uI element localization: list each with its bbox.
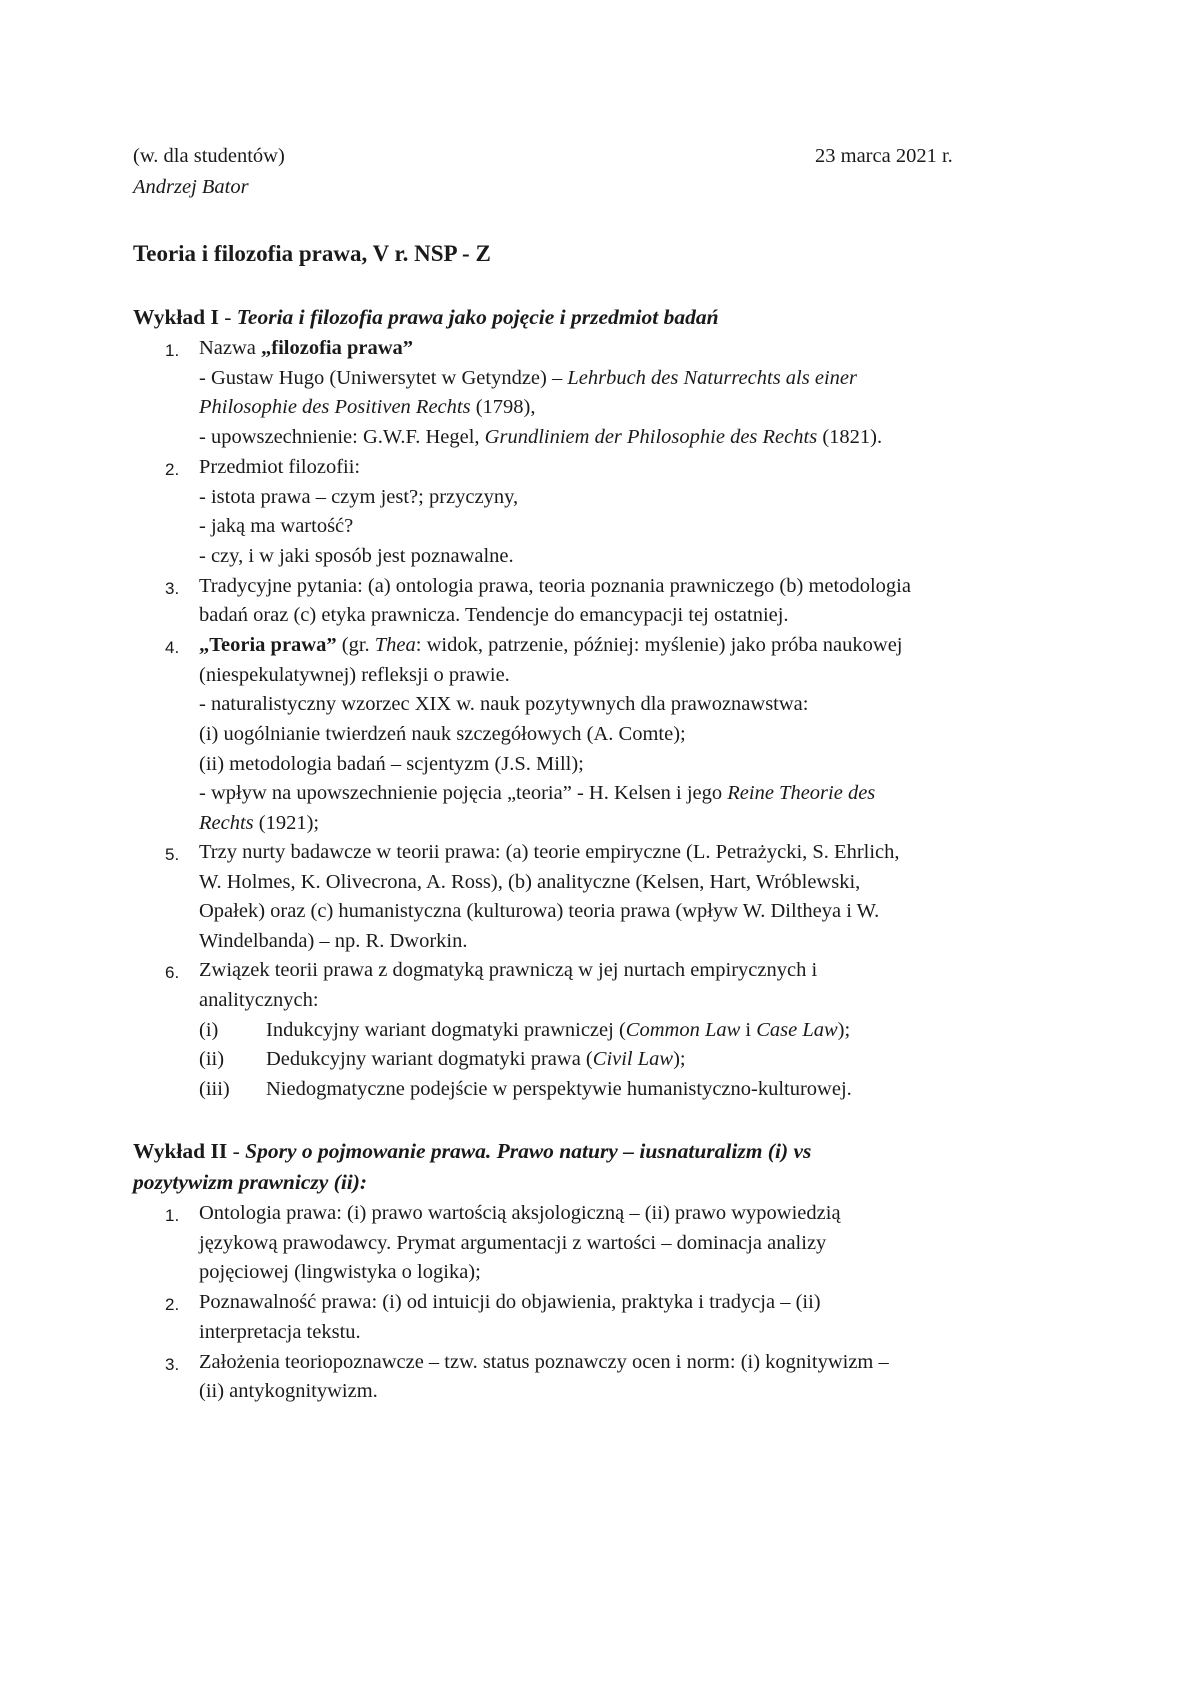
list-item-line — [199, 368, 857, 389]
list-item-line: Poznawalność prawa: (i) od intuicji do objawienia, praktyka i tradycja – (ii) — [199, 1291, 821, 1313]
list-item-line — [199, 427, 882, 448]
text-run-italic: Case Law — [756, 1019, 838, 1041]
list-item-line — [199, 338, 413, 359]
list-item-line: - naturalistyczny wzorzec XIX w. nauk pozytywnych dla prawoznawstwa: — [199, 693, 809, 715]
book-title: Reine Theorie des — [727, 782, 876, 804]
book-title: Philosophie des Positiven Rechts — [199, 396, 471, 418]
list-item-line: - istota prawa – czym jest?; przyczyny, — [199, 486, 519, 508]
list-number: 3. — [165, 1355, 180, 1374]
list-item-line: Założenia teoriopoznawcze – tzw. status poznawczy ocen i norm: (i) kognitywizm – — [199, 1351, 889, 1373]
book-title: Rechts — [199, 812, 254, 834]
lecture-2-topic: Spory o pojmowanie prawa. Prawo natury – iusnaturalizm (i) vs — [245, 1139, 812, 1163]
list-item-line: W. Holmes, K. Olivecrona, A. Ross), (b) analityczne (Kelsen, Hart, Wróblewski, — [199, 871, 861, 893]
text-run: (1798), — [470, 396, 536, 418]
text-run: - upowszechnienie: G.W.F. Hegel, — [199, 426, 485, 448]
list-number: 2. — [165, 1295, 180, 1314]
text-run: (1821). — [817, 426, 883, 448]
text-run: i — [740, 1019, 757, 1041]
text-run: ); — [673, 1048, 686, 1070]
sub-list-number: (i) — [199, 1019, 219, 1041]
text-run: : widok, patrzenie, później: myślenie) jako próba naukowej — [415, 634, 903, 656]
list-item-line: Ontologia prawa: (i) prawo wartością aksjologiczną – (ii) prawo wypowiedzią — [199, 1202, 841, 1224]
text-run: - Gustaw Hugo (Uniwersytet w Getyndze) – — [199, 367, 568, 389]
sub-list-item — [266, 1020, 850, 1041]
text-run-bold: „filozofia prawa” — [261, 337, 414, 359]
list-item-line: analitycznych: — [199, 989, 319, 1011]
list-number: 3. — [165, 579, 180, 598]
list-item-line: badań oraz (c) etyka prawnicza. Tendencje do emancypacji tej ostatniej. — [199, 604, 789, 626]
list-item-line: Związek teorii prawa z dogmatyką prawniczą w jej nurtach empirycznych i — [199, 959, 818, 981]
list-item-line: Trzy nurty badawcze w teorii prawa: (a) teorie empiryczne (L. Petrażycki, S. Ehrlich, — [199, 841, 900, 863]
list-item-line: pojęciowej (lingwistyka o logika); — [199, 1261, 481, 1283]
list-item-line: - czy, i w jaki sposób jest poznawalne. — [199, 545, 514, 567]
text-run: (gr. — [336, 634, 375, 656]
list-item-line: interpretacja tekstu. — [199, 1321, 361, 1343]
text-run-italic: Civil Law — [592, 1048, 674, 1070]
sub-list-item — [266, 1049, 686, 1070]
list-number: 1. — [165, 341, 180, 360]
list-item-line — [199, 813, 319, 834]
list-item-line — [199, 397, 535, 418]
lecture-2-label: Wykład II — [133, 1139, 228, 1163]
list-item-line: (i) uogólnianie twierdzeń nauk szczegółowych (A. Comte); — [199, 723, 686, 745]
text-run-italic: Thea — [374, 634, 416, 656]
list-number: 6. — [165, 963, 180, 982]
list-number: 2. — [165, 460, 180, 479]
document-title: Teoria i filozofia prawa, V r. NSP - Z — [133, 241, 491, 266]
text-run-bold: „Teoria prawa” — [199, 634, 337, 656]
lecture-1-heading — [133, 307, 719, 329]
text-run: Nazwa — [199, 337, 262, 359]
list-item-line: (ii) antykognitywizm. — [199, 1380, 378, 1402]
list-item-line: Opałek) oraz (c) humanistyczna (kulturowa) teoria prawa (wpływ W. Diltheya i W. — [199, 900, 880, 922]
list-item-line: Tradycyjne pytania: (a) ontologia prawa, teoria poznania prawniczego (b) metodologia — [199, 575, 911, 597]
list-item-line: językową prawodawcy. Prymat argumentacji z wartości – dominacja analizy — [199, 1232, 827, 1254]
list-item-line — [199, 783, 875, 804]
lecture-2-sep: - — [227, 1139, 246, 1163]
list-item-line: (ii) metodologia badań – scjentyzm (J.S. Mill); — [199, 753, 584, 775]
text-run: Dedukcyjny wariant dogmatyki prawa ( — [266, 1048, 593, 1070]
text-run: (1921); — [253, 812, 320, 834]
list-item-line: Windelbanda) – np. R. Dworkin. — [199, 930, 468, 952]
sub-list-number: (iii) — [199, 1078, 230, 1100]
lecture-2-topic-cont: pozytywizm prawniczy (ii): — [133, 1170, 368, 1194]
text-run-italic: Common Law — [625, 1019, 741, 1041]
lecture-1-sep: - — [218, 305, 237, 329]
list-number: 1. — [165, 1206, 180, 1225]
text-run: - wpływ na upowszechnienie pojęcia „teoria” - H. Kelsen i jego — [199, 782, 728, 804]
sub-list-item: Niedogmatyczne podejście w perspektywie humanistyczno-kulturowej. — [266, 1078, 852, 1100]
audience-note: (w. dla studentów) — [133, 145, 285, 167]
list-number: 4. — [165, 638, 180, 657]
list-item-line: (niespekulatywnej) refleksji o prawie. — [199, 664, 510, 686]
list-item-line: - jaką ma wartość? — [199, 515, 354, 537]
document-date: 23 marca 2021 r. — [815, 145, 953, 167]
list-item-line — [199, 635, 903, 656]
author-name: Andrzej Bator — [133, 176, 249, 198]
book-title: Lehrbuch des Naturrechts als einer — [567, 367, 857, 389]
lecture-1-label: Wykład I — [133, 305, 219, 329]
list-number: 5. — [165, 845, 180, 864]
lecture-2-heading — [133, 1141, 811, 1163]
text-run: Indukcyjny wariant dogmatyki prawniczej ( — [266, 1019, 626, 1041]
sub-list-number: (ii) — [199, 1048, 225, 1070]
lecture-1-topic: Teoria i filozofia prawa jako pojęcie i przedmiot badań — [236, 305, 719, 329]
list-item-line: Przedmiot filozofii: — [199, 456, 361, 478]
text-run: ); — [837, 1019, 851, 1041]
book-title: Grundliniem der Philosophie des Rechts — [484, 426, 818, 448]
